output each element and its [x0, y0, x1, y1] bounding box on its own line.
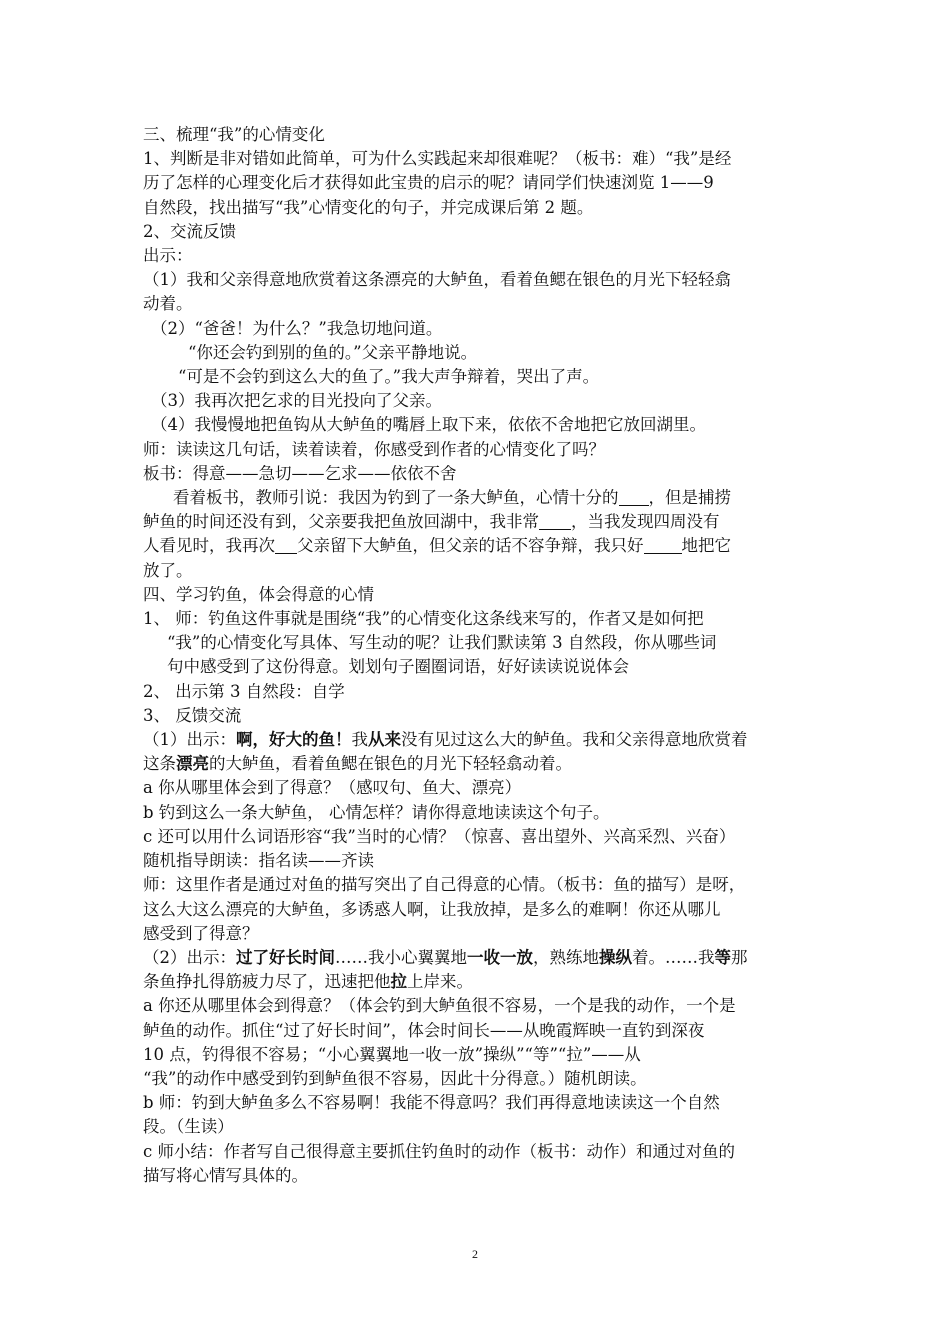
paragraph-line	[143, 728, 810, 752]
text-run: 父亲留下大鲈鱼，但父亲的话不容争辩，我只好	[297, 536, 644, 556]
paragraph-line: 段。（生读）	[143, 1117, 234, 1137]
bold-text: 啊，好大的鱼！	[236, 730, 352, 750]
text-run: （2）出示：	[143, 947, 236, 967]
paragraph-line	[143, 752, 810, 776]
paragraph-line	[143, 970, 810, 994]
fill-blank	[539, 511, 571, 530]
paragraph-line: “可是不会钓到这么大的鱼了。”我大声争辩着，哭出了声。	[178, 367, 600, 387]
bold-text: 从来	[368, 730, 401, 750]
text-run: 上岸来。	[407, 972, 473, 992]
paragraph-line: 1、 师：钓鱼这件事就是围绕“我”的心情变化这条线来写的，作者又是如何把	[143, 609, 704, 629]
section-heading-4: 四、学习钓鱼，体会得意的心情	[143, 584, 374, 604]
paragraph-line: “我”的心情变化写具体、写生动的呢？让我们默读第 3 自然段，你从哪些词	[167, 633, 717, 653]
paragraph-line: b 钓到这么一条大鲈鱼， 心情怎样？请你得意地读读这个句子。	[143, 802, 610, 822]
paragraph-line: c 还可以用什么词语形容“我”当时的心情？（惊喜、喜出望外、兴高采烈、兴奋）	[143, 826, 736, 846]
paragraph-line	[143, 946, 810, 970]
paragraph-line: 师：读读这几句话，读着读着，你感受到作者的心情变化了吗？	[143, 439, 605, 459]
text-run: ，但是捕捞	[648, 488, 731, 508]
paragraph-line: 2、交流反馈	[143, 221, 236, 241]
paragraph-line: 这么大这么漂亮的大鲈鱼，多诱惑人啊，让我放掉，是多么的难啊！你还从哪儿	[143, 899, 721, 919]
bold-text: 漂亮	[176, 754, 209, 774]
fill-blank	[644, 535, 682, 554]
paragraph-line: 描写将心情写具体的。	[143, 1165, 308, 1185]
paragraph-line: 历了怎样的心理变化后才获得如此宝贵的启示的呢？请同学们快速浏览 1——9	[143, 173, 714, 193]
text-run: 地把它	[681, 536, 731, 556]
text-run: 人看见时，我再次	[143, 536, 275, 556]
paragraph-line: 句中感受到了这份得意。划划句子圈圈词语，好好读读说说体会	[167, 657, 629, 677]
text-run: ……我小心翼翼地	[335, 947, 467, 967]
document-body	[143, 123, 810, 1188]
paragraph-line	[143, 534, 810, 558]
paragraph-line: 板书：得意——急切——乞求——依依不舍	[143, 463, 457, 483]
text-run: ，熟练地	[533, 947, 599, 967]
text-run: ，当我发现四周没有	[571, 512, 720, 532]
paragraph-line: a 你还从哪里体会到得意？（体会钓到大鲈鱼很不容易，一个是我的动作，一个是	[143, 996, 736, 1016]
text-run: （1）出示：	[143, 730, 236, 750]
paragraph-line: 鲈鱼的动作。抓住“过了好长时间”，体会时间长——从晚霞辉映一直钓到深夜	[143, 1020, 705, 1040]
paragraph-line	[143, 510, 810, 534]
text-run: 我	[351, 730, 368, 750]
paragraph-line: a 你从哪里体会到了得意？（感叹句、鱼大、漂亮）	[143, 778, 522, 798]
text-run: 条鱼挣扎得筋疲力尽了，迅速把他	[143, 972, 391, 992]
bold-text: 过了好长时间	[236, 947, 335, 967]
paragraph-line: b 师：钓到大鲈鱼多么不容易啊！我能不得意吗？我们再得意地读读这一个自然	[143, 1093, 720, 1113]
paragraph-line: 1、判断是非对错如此简单，可为什么实践起来却很难呢？（板书：难）“我”是经	[143, 149, 732, 169]
paragraph-line: 3、 反馈交流	[143, 705, 242, 725]
bold-text: 拉	[390, 972, 407, 992]
paragraph-line: “你还会钓到别的鱼的。”父亲平静地说。	[188, 342, 478, 362]
paragraph-line: 感受到了得意？	[143, 923, 259, 943]
text-run: 着。……我	[632, 947, 715, 967]
paragraph-line: 出示：	[143, 246, 193, 266]
fill-blank	[619, 487, 649, 506]
paragraph-line: （2）“爸爸！为什么？”我急切地问道。	[151, 318, 443, 338]
fill-blank	[275, 535, 297, 554]
text-run: 的大鲈鱼，看着鱼鳃在银色的月光下轻轻翕动着。	[209, 754, 572, 774]
page-number: 2	[472, 1247, 478, 1261]
paragraph-line	[143, 486, 810, 510]
bold-text: 等	[714, 947, 731, 967]
paragraph-line: （3）我再次把乞求的目光投向了父亲。	[151, 391, 442, 411]
paragraph-line: 师：这里作者是通过对鱼的描写突出了自己得意的心情。（板书：鱼的描写）是呀，	[143, 875, 746, 895]
paragraph-line: “我”的动作中感受到钓到鲈鱼很不容易，因此十分得意。）随机朗读。	[143, 1068, 647, 1088]
text-run: 这条	[143, 754, 176, 774]
paragraph-line: 动着。	[143, 294, 193, 314]
paragraph-line: （4）我慢慢地把鱼钩从大鲈鱼的嘴唇上取下来，依依不舍地把它放回湖里。	[151, 415, 706, 435]
text-run: 鲈鱼的时间还没有到，父亲要我把鱼放回湖中，我非常	[143, 512, 539, 532]
paragraph-line: （1）我和父亲得意地欣赏着这条漂亮的大鲈鱼，看着鱼鳃在银色的月光下轻轻翕	[143, 270, 731, 290]
paragraph-line: 2、 出示第 3 自然段：自学	[143, 681, 345, 701]
section-heading-3: 三、梳理“我”的心情变化	[143, 125, 325, 144]
text-run: 没有见过这么大的鲈鱼。我和父亲得意地欣赏着	[401, 730, 748, 750]
paragraph-line: c 师小结：作者写自己很得意主要抓住钓鱼时的动作（板书：动作）和通过对鱼的	[143, 1141, 735, 1161]
paragraph-line: 随机指导朗读：指名读——齐读	[143, 851, 374, 871]
text-run: 那	[731, 947, 748, 967]
paragraph-line: 10 点，钓得很不容易；“小心翼翼地一收一放”操纵”“等”“拉”——从	[143, 1044, 641, 1064]
paragraph-line: 自然段，找出描写“我”心情变化的句子，并完成课后第 2 题。	[143, 197, 594, 217]
bold-text: 操纵	[599, 947, 632, 967]
bold-text: 一收一放	[467, 947, 533, 967]
paragraph-line: 放了。	[143, 560, 193, 580]
text-run: 看着板书，教师引说：我因为钓到了一条大鲈鱼，心情十分的	[173, 488, 619, 508]
